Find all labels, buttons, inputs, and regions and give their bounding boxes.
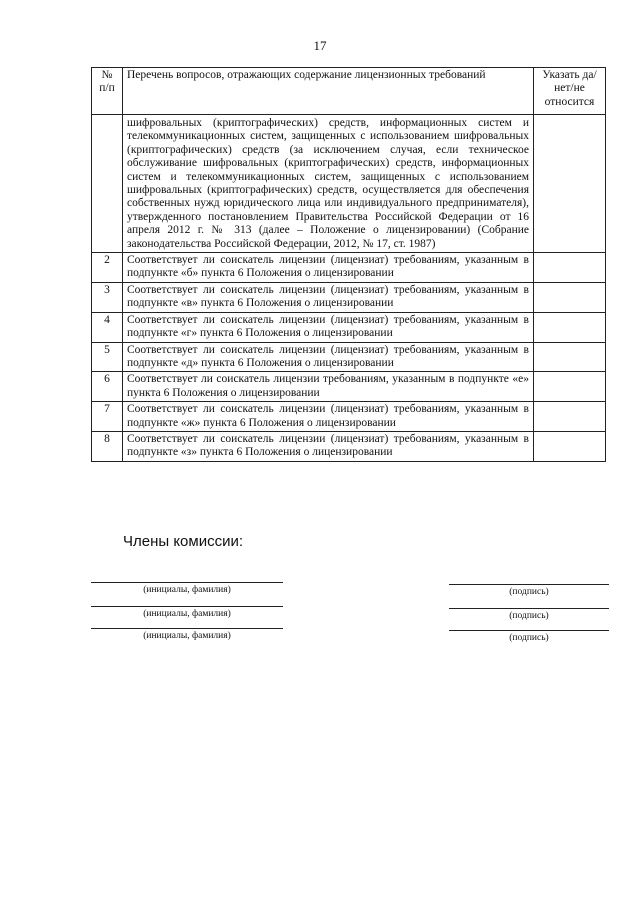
table-row [92,342,606,372]
row-question: Соответствует ли соискатель лицензии (лицензиат) требованиям, указанным в подпункте «в» пункта 6 Положения о лицензировании [123,282,534,312]
row-answer-cell[interactable] [534,312,606,342]
name-signature-field[interactable] [91,606,283,619]
row-question: Соответствует ли соискатель лицензии (лицензиат) требованиям, указанным в подпункте «з» пункта 6 Положения о лицензировании [123,431,534,461]
table-row [92,115,606,253]
row-answer-cell[interactable] [534,372,606,402]
table-row [92,372,606,402]
row-number: 7 [92,402,123,432]
row-answer-cell[interactable] [534,253,606,283]
signature-caption: (подпись) [509,633,549,643]
table-row [92,253,606,283]
commission-members-title: Члены комиссии: [123,533,244,550]
row-question: Соответствует ли соискатель лицензии (лицензиат) требованиям, указанным в подпункте «б» пункта 6 Положения о лицензировании [123,253,534,283]
row-number: 4 [92,312,123,342]
header-number: № п/п [92,68,123,115]
row-answer-cell[interactable] [534,431,606,461]
row-number: 6 [92,372,123,402]
signature-field[interactable] [449,608,609,621]
signature-field[interactable] [449,630,609,643]
row-answer-cell[interactable] [534,282,606,312]
row-number: 3 [92,282,123,312]
name-signature-field[interactable] [91,582,283,595]
row-answer-cell[interactable] [534,115,606,253]
name-caption: (инициалы, фамилия) [143,585,231,595]
signature-field[interactable] [449,584,609,597]
table-row [92,312,606,342]
row-number: 8 [92,431,123,461]
header-answer: Указать да/нет/не относится [534,68,606,115]
row-question: Соответствует ли соискатель лицензии (лицензиат) требованиям, указанным в подпункте «ж» пункта 6 Положения о лицензировании [123,402,534,432]
page-number: 17 [313,38,327,53]
row-question: Соответствует ли соискатель лицензии требованиям, указанным в подпункте «е» пункта 6 Положения о лицензировании [123,372,534,402]
row-question: шифровальных (криптографических) средств, информационных систем и телекоммуникационных систем, защищенных с использованием шифровальных (криптографических) средств (за исключением случая, если техническое обслуживание шифровальных (криптографических) средств, информационных систем и телекоммуникационных систем, защищенных с использованием шифровальных (криптографических) средств, осуществляется для обеспечения собственных нужд юридического лица или индивидуального предпринимателя), утвержденного постановлением Правительства Российской Федерации от 16 апреля 2012 г. № 313 (далее – Положение о лицензировании) (Собрание законодательства Российской Федерации, 2012, № 17, ст. 1987) [123,115,534,253]
table-row [92,431,606,461]
row-number: 5 [92,342,123,372]
row-answer-cell[interactable] [534,402,606,432]
signature-caption: (подпись) [509,587,549,597]
license-requirements-table [91,67,606,462]
table-row [92,402,606,432]
table-row [92,282,606,312]
signature-caption: (подпись) [509,611,549,621]
table-header-row [92,68,606,115]
name-signature-field[interactable] [91,628,283,641]
row-number: 2 [92,253,123,283]
row-answer-cell[interactable] [534,342,606,372]
row-question: Соответствует ли соискатель лицензии (лицензиат) требованиям, указанным в подпункте «д» пункта 6 Положения о лицензировании [123,342,534,372]
name-caption: (инициалы, фамилия) [143,609,231,619]
name-caption: (инициалы, фамилия) [143,631,231,641]
row-question: Соответствует ли соискатель лицензии (лицензиат) требованиям, указанным в подпункте «г» пункта 6 Положения о лицензировании [123,312,534,342]
header-question: Перечень вопросов, отражающих содержание лицензионных требований [123,68,534,115]
row-number [92,115,123,253]
